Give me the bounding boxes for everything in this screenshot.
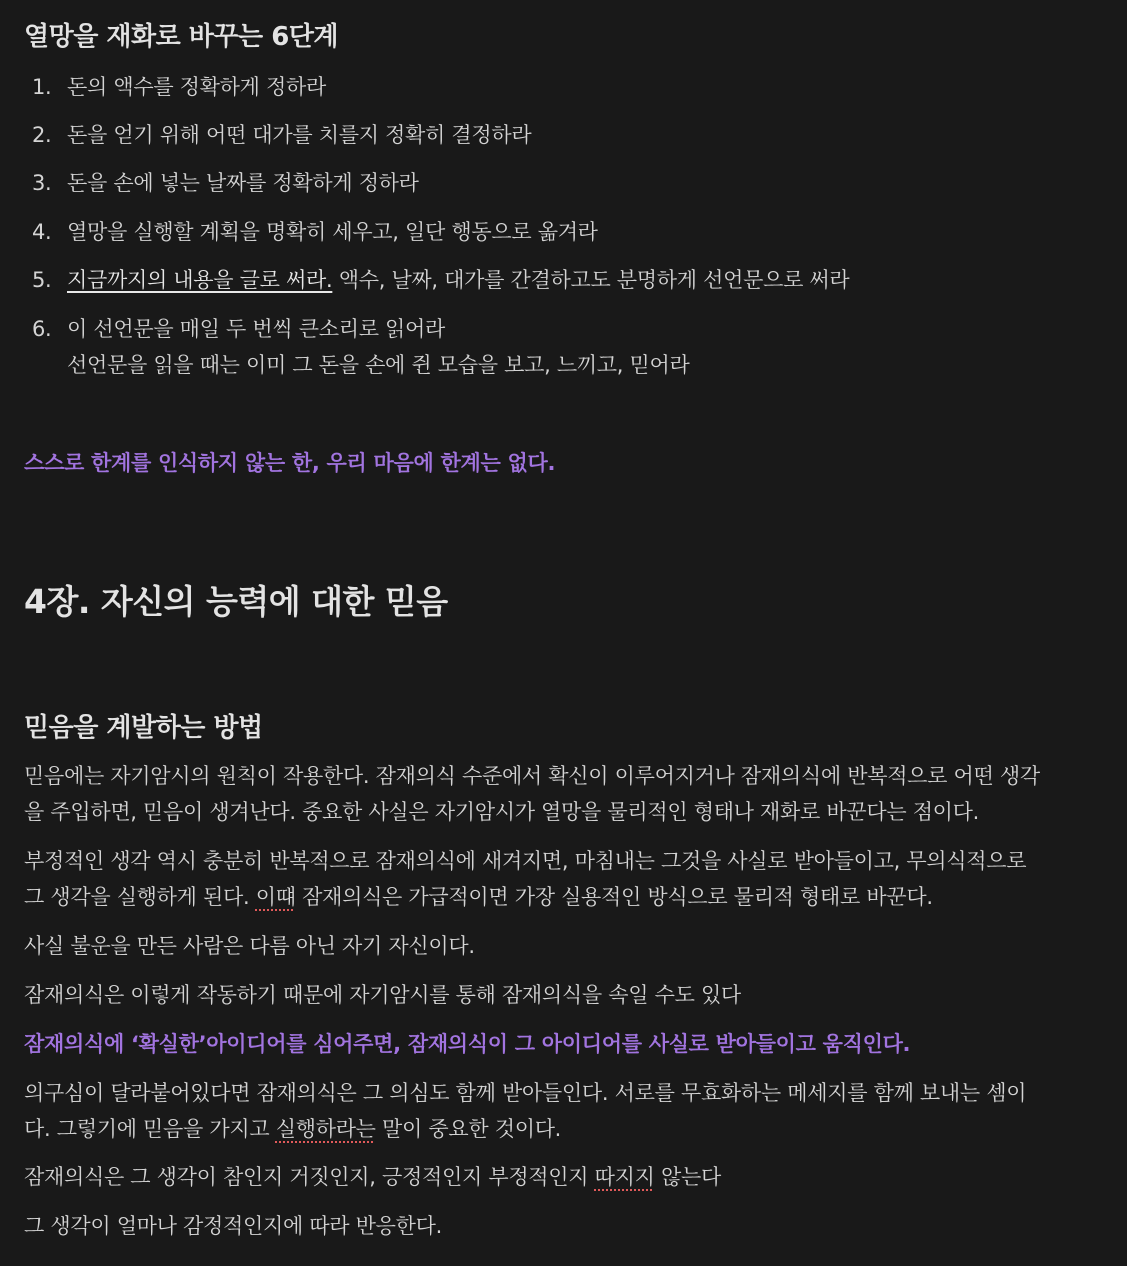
paragraph-line <box>24 1111 1026 1147</box>
paragraph-line: 의구심이 달라붙어있다면 잠재의식은 그 의심도 함께 받아들인다. 서로를 무효화하는 메세지를 함께 보내는 셈이 <box>24 1081 1027 1105</box>
list-item-text: 돈의 액수를 정확하게 정하라 <box>67 75 326 99</box>
highlight-quote[interactable]: 스스로 한계를 인식하지 않는 한, 우리 마음에 한계는 없다. <box>24 451 556 475</box>
list-number: 4. <box>32 220 52 244</box>
paragraph[interactable] <box>24 1159 721 1195</box>
spellcheck-word[interactable]: 따지지 <box>594 1165 655 1189</box>
text-span: 않는다 <box>654 1165 721 1189</box>
paragraph-line: 부정적인 생각 역시 충분히 반복적으로 잠재의식에 새겨지면, 마침내는 그것을 사실로 받아들이고, 무의식적으로 <box>24 849 1027 873</box>
section-heading-six-steps[interactable]: 열망을 재화로 바꾸는 6단계 <box>24 22 339 52</box>
text-span: 잠재의식은 그 생각이 참인지 거짓인지, 긍정적인지 부정적인지 <box>24 1165 595 1189</box>
paragraph-line: 을 주입하면, 믿음이 생겨난다. 중요한 사실은 자기암시가 열망을 물리적인 형태나 재화로 바꾼다는 점이다. <box>24 800 980 824</box>
paragraph-line <box>24 879 1026 915</box>
text-span: 다. 그렇기에 믿음을 가지고 <box>24 1117 276 1141</box>
list-number: 3. <box>32 171 52 195</box>
paragraph-line: 믿음에는 자기암시의 원칙이 작용한다. 잠재의식 수준에서 확신이 이루어지거나 잠재의식에 반복적으로 어떤 생각 <box>24 764 1040 788</box>
paragraph[interactable]: 그 생각이 얼마나 감정적인지에 따라 반응한다. <box>24 1214 442 1238</box>
list-item-text: 돈을 얻기 위해 어떤 대가를 치를지 정확히 결정하라 <box>67 123 532 147</box>
paragraph[interactable]: 사실 불운을 만든 사람은 다름 아닌 자기 자신이다. <box>24 934 475 958</box>
list-item-text: 돈을 손에 넣는 날짜를 정확하게 정하라 <box>67 171 419 195</box>
list-item-text: 이 선언문을 매일 두 번씩 큰소리로 읽어라 <box>67 317 446 341</box>
text-span: 말이 중요한 것이다. <box>375 1117 562 1141</box>
paragraph[interactable] <box>24 1075 1026 1147</box>
underlined-text: 지금까지의 내용을 글로 써라. <box>67 268 333 292</box>
list-number: 1. <box>32 75 52 99</box>
list-number: 6. <box>32 317 52 341</box>
chapter-heading[interactable]: 4장. 자신의 능력에 대한 믿음 <box>24 582 448 621</box>
paragraph[interactable] <box>24 758 1040 830</box>
section-heading-belief[interactable]: 믿음을 계발하는 방법 <box>24 713 263 743</box>
list-item-text <box>67 265 849 295</box>
spellcheck-word[interactable]: 이떄 <box>255 885 296 909</box>
text-span: 그 생각을 실행하게 된다. <box>24 885 256 909</box>
list-item-text: 열망을 실행할 계획을 명확히 세우고, 일단 행동으로 옮겨라 <box>67 220 598 244</box>
list-item-rest: 액수, 날짜, 대가를 간결하고도 분명하게 선언문으로 써라 <box>332 268 850 292</box>
paragraph[interactable]: 잠재의식은 이렇게 작동하기 때문에 자기암시를 통해 잠재의식을 속일 수도 있다 <box>24 983 741 1007</box>
list-item-subtext: 선언문을 읽을 때는 이미 그 돈을 손에 쥔 모습을 보고, 느끼고, 믿어라 <box>67 353 690 377</box>
text-span: 잠재의식은 가급적이면 가장 실용적인 방식으로 물리적 형태로 바꾼다. <box>295 885 933 909</box>
highlight-quote[interactable]: 잠재의식에 ‘확실한’아이디어를 심어주면, 잠재의식이 그 아이디어를 사실로 받아들이고 움직인다. <box>24 1032 911 1056</box>
paragraph[interactable] <box>24 843 1026 915</box>
list-number: 2. <box>32 123 52 147</box>
spellcheck-word[interactable]: 실행하라는 <box>275 1117 376 1141</box>
list-number: 5. <box>32 268 52 292</box>
